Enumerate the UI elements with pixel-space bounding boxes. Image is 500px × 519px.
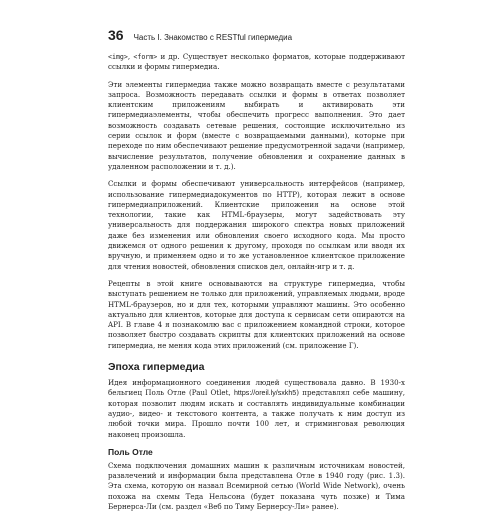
paragraph-intro [108,52,405,73]
code-form-tag: <form> [133,53,158,61]
otlet-text-before: Идея информационного соединения людей существовала давно. В 1930-х бельгиец Поль Отле (Paul Otlet, [108,378,405,398]
running-header [108,27,408,43]
subsection-heading-paul-otlet: Поль Отле [108,446,153,457]
otlet-text-after: ) представлял себе машину, которая позволит людям искать и составлять индивидуальные комбинации аудио-, видео- и текстового контента, а также получать к ним доступ из любой точки мира. Прошло почти 100 лет, и стриминговая революция наконец произошла. [108,388,405,439]
otlet-link[interactable]: https://oreil.ly/sxkh5 [233,389,297,398]
page-content [108,52,405,519]
running-title: Часть I. Знакомство с RESTful гипермедиа [133,33,293,42]
paragraph-recipes: Рецепты в этой книге основываются на структуре гипермедиа, чтобы выступать решением не только для приложений, управляемых людьми, вроде HTML-браузеров, но и для тех, которыми управляют машины. Это особенно актуально для клиентов, которые для доступа к сервисам сети опираются на API. В главе 4 я познакомлю вас с приложением командной строки, которое позволяет быстро создавать скрипты для клиентских приложений на основе гипермедиа, не меняя кода этих приложений (см. приложение Г). [108,278,405,350]
paragraph-links-forms: Ссылки и формы обеспечивают универсальность интерфейсов (например, использование гипермедиадокументов по HTTP), которая лежит в основе гипермедиаприложений. Клиентские приложения на основе этой технологии, такие как HTML-браузеры, могут задействовать эту универсальность для поддержания широкого спектра новых приложений даже без изменения или обновления своего исходного кода. Мы просто движемся от одного решения к другому, проходя по ссылкам или вводя их вручную, и применяем одно и то же установленное клиентское приложение для чтения новостей, обновления списков дел, онлайн-игр и т. д. [108,179,405,271]
intro-separator: , [127,52,134,61]
code-img-tag: <img> [108,53,128,61]
paragraph-otlet-intro [108,378,405,440]
paragraph-hypermedia-elements: Эти элементы гипермедиа также можно возвращать вместе с результатами запроса. Возможность передавать ссылки и формы в ответах позволяет клиентским приложениям выбирать и активировать эти гипермедиаэлементы, чтобы обеспечить прогресс выполнения. Это дает возможность создавать сетевые решения, состоящие исключительно из серии ссылок и форм (вместе с возвращаемыми данными), которые при переходе по ним обеспечивают решение предусмотренной задачи (например, вычисление результатов, получение обновления и сохранение данных в удаленном расположении и т. д.). [108,79,405,171]
page-number: 36 [108,27,124,43]
intro-rest: и др. Существует несколько форматов, которые поддерживают ссылки и формы гипермедиа. [108,52,405,72]
section-heading-hypermedia-era: Эпоха гипермедиа [108,361,205,374]
paragraph-otlet-scheme: Схема подключения домашних машин к различным источникам новостей, развлечений и информации была представлена Отле в 1940 году (рис. 1.3). Эта схема, которую он назвал Всемирной сетью (World Wide Network), очень похожа на схемы Теда Нельсона (будет показана чуть позже) и Тима Бернерса-Ли (см. раздел «Веб по Тиму Бернерсу-Ли» ранее). [108,460,405,511]
